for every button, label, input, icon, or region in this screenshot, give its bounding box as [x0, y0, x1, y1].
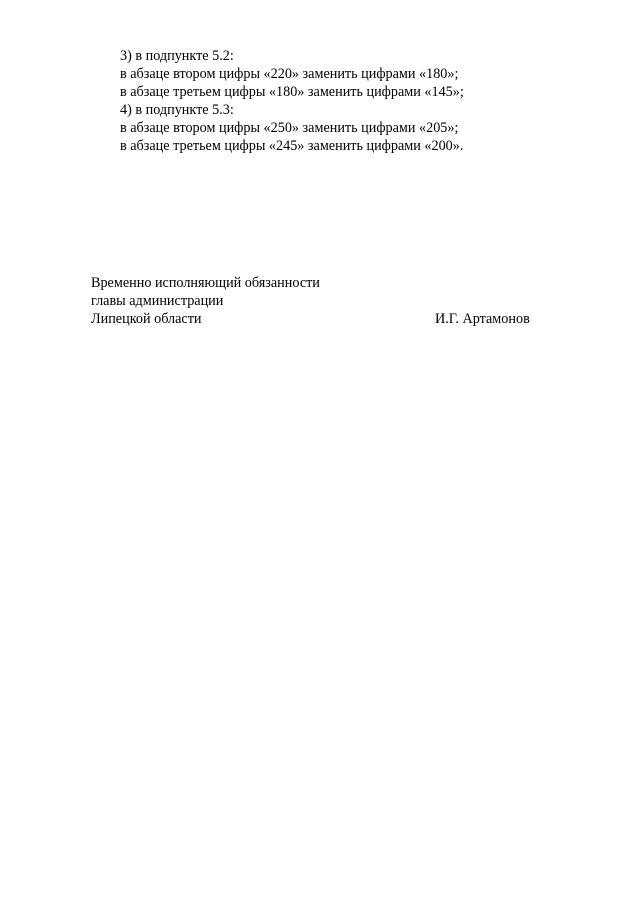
amendment-line: в абзаце втором цифры «250» заменить цифрами «205»;: [120, 120, 459, 136]
amendment-line: в абзаце третьем цифры «180» заменить цифрами «145»;: [120, 84, 464, 100]
signer-position-row: [91, 310, 551, 328]
amendment-line: в абзаце втором цифры «220» заменить цифрами «180»;: [120, 66, 459, 82]
signer-name: И.Г. Артамонов: [435, 311, 530, 327]
amendment-line: в абзаце третьем цифры «245» заменить цифрами «200».: [120, 138, 464, 154]
signer-position-line: главы администрации: [91, 293, 224, 309]
signer-position-line: Временно исполняющий обязанности: [91, 275, 320, 291]
subpoint-heading-5-3: 4) в подпункте 5.3:: [120, 102, 234, 118]
signature-block: [91, 274, 551, 328]
amendments-block: [120, 47, 560, 155]
subpoint-heading-5-2: 3) в подпункте 5.2:: [120, 48, 234, 64]
signer-position-line: Липецкой области: [91, 311, 202, 327]
